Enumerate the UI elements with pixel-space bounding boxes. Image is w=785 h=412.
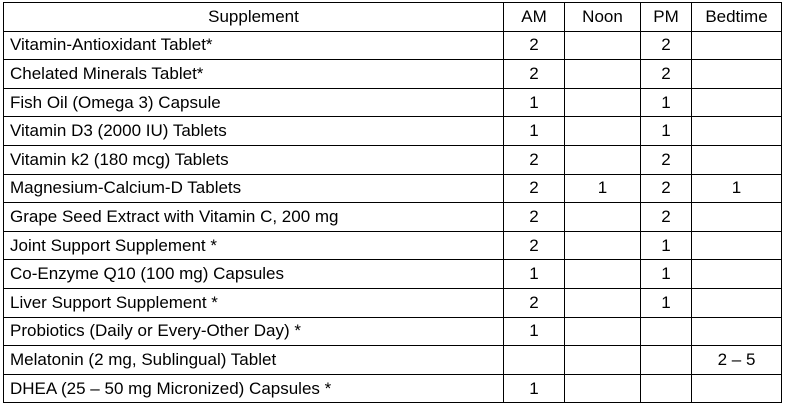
table-row bbox=[4, 117, 782, 146]
am-dose: 2 bbox=[504, 203, 565, 232]
pm-dose: 1 bbox=[641, 88, 692, 117]
am-dose: 1 bbox=[504, 117, 565, 146]
noon-dose bbox=[565, 203, 641, 232]
table-row bbox=[4, 231, 782, 260]
table-row bbox=[4, 145, 782, 174]
table-row bbox=[4, 31, 782, 60]
bedtime-dose: 2 – 5 bbox=[692, 346, 782, 375]
header-pm: PM bbox=[641, 3, 692, 32]
am-dose: 1 bbox=[504, 317, 565, 346]
pm-dose: 1 bbox=[641, 260, 692, 289]
header-noon: Noon bbox=[565, 3, 641, 32]
bedtime-dose bbox=[692, 288, 782, 317]
am-dose: 2 bbox=[504, 31, 565, 60]
pm-dose bbox=[641, 374, 692, 403]
bedtime-dose bbox=[692, 203, 782, 232]
pm-dose: 1 bbox=[641, 117, 692, 146]
table-row bbox=[4, 260, 782, 289]
pm-dose: 1 bbox=[641, 288, 692, 317]
am-dose: 2 bbox=[504, 174, 565, 203]
bedtime-dose bbox=[692, 145, 782, 174]
supplement-name: DHEA (25 – 50 mg Micronized) Capsules * bbox=[4, 374, 504, 403]
supplement-name: Melatonin (2 mg, Sublingual) Tablet bbox=[4, 346, 504, 375]
bedtime-dose: 1 bbox=[692, 174, 782, 203]
am-dose: 2 bbox=[504, 60, 565, 89]
noon-dose bbox=[565, 88, 641, 117]
table-row bbox=[4, 60, 782, 89]
pm-dose: 1 bbox=[641, 231, 692, 260]
pm-dose: 2 bbox=[641, 60, 692, 89]
am-dose: 2 bbox=[504, 145, 565, 174]
pm-dose: 2 bbox=[641, 31, 692, 60]
supplement-name: Joint Support Supplement * bbox=[4, 231, 504, 260]
bedtime-dose bbox=[692, 31, 782, 60]
table-row bbox=[4, 317, 782, 346]
bedtime-dose bbox=[692, 117, 782, 146]
pm-dose bbox=[641, 346, 692, 375]
supplement-name: Grape Seed Extract with Vitamin C, 200 mg bbox=[4, 203, 504, 232]
bedtime-dose bbox=[692, 88, 782, 117]
table-row bbox=[4, 203, 782, 232]
table-row bbox=[4, 346, 782, 375]
bedtime-dose bbox=[692, 317, 782, 346]
header-row bbox=[4, 3, 782, 32]
am-dose: 2 bbox=[504, 231, 565, 260]
noon-dose bbox=[565, 374, 641, 403]
pm-dose: 2 bbox=[641, 174, 692, 203]
supplement-name: Vitamin D3 (2000 IU) Tablets bbox=[4, 117, 504, 146]
pm-dose bbox=[641, 317, 692, 346]
am-dose: 1 bbox=[504, 260, 565, 289]
supplement-name: Vitamin k2 (180 mcg) Tablets bbox=[4, 145, 504, 174]
table-row bbox=[4, 174, 782, 203]
noon-dose bbox=[565, 346, 641, 375]
am-dose: 1 bbox=[504, 88, 565, 117]
table-row bbox=[4, 288, 782, 317]
table-row bbox=[4, 88, 782, 117]
pm-dose: 2 bbox=[641, 145, 692, 174]
supplement-name: Vitamin-Antioxidant Tablet* bbox=[4, 31, 504, 60]
supplement-name: Co-Enzyme Q10 (100 mg) Capsules bbox=[4, 260, 504, 289]
bedtime-dose bbox=[692, 260, 782, 289]
bedtime-dose bbox=[692, 60, 782, 89]
am-dose bbox=[504, 346, 565, 375]
header-supplement: Supplement bbox=[4, 3, 504, 32]
bedtime-dose bbox=[692, 374, 782, 403]
noon-dose bbox=[565, 231, 641, 260]
table-header bbox=[4, 3, 782, 32]
noon-dose bbox=[565, 31, 641, 60]
noon-dose bbox=[565, 288, 641, 317]
noon-dose bbox=[565, 317, 641, 346]
supplement-name: Liver Support Supplement * bbox=[4, 288, 504, 317]
am-dose: 1 bbox=[504, 374, 565, 403]
supplement-name: Magnesium-Calcium-D Tablets bbox=[4, 174, 504, 203]
table-body bbox=[4, 31, 782, 403]
header-am: AM bbox=[504, 3, 565, 32]
bedtime-dose bbox=[692, 231, 782, 260]
supplement-name: Fish Oil (Omega 3) Capsule bbox=[4, 88, 504, 117]
header-bedtime: Bedtime bbox=[692, 3, 782, 32]
noon-dose bbox=[565, 260, 641, 289]
am-dose: 2 bbox=[504, 288, 565, 317]
noon-dose bbox=[565, 117, 641, 146]
table-row bbox=[4, 374, 782, 403]
pm-dose: 2 bbox=[641, 203, 692, 232]
noon-dose: 1 bbox=[565, 174, 641, 203]
supplement-name: Probiotics (Daily or Every-Other Day) * bbox=[4, 317, 504, 346]
noon-dose bbox=[565, 145, 641, 174]
noon-dose bbox=[565, 60, 641, 89]
supplement-schedule-table bbox=[3, 2, 782, 403]
supplement-name: Chelated Minerals Tablet* bbox=[4, 60, 504, 89]
